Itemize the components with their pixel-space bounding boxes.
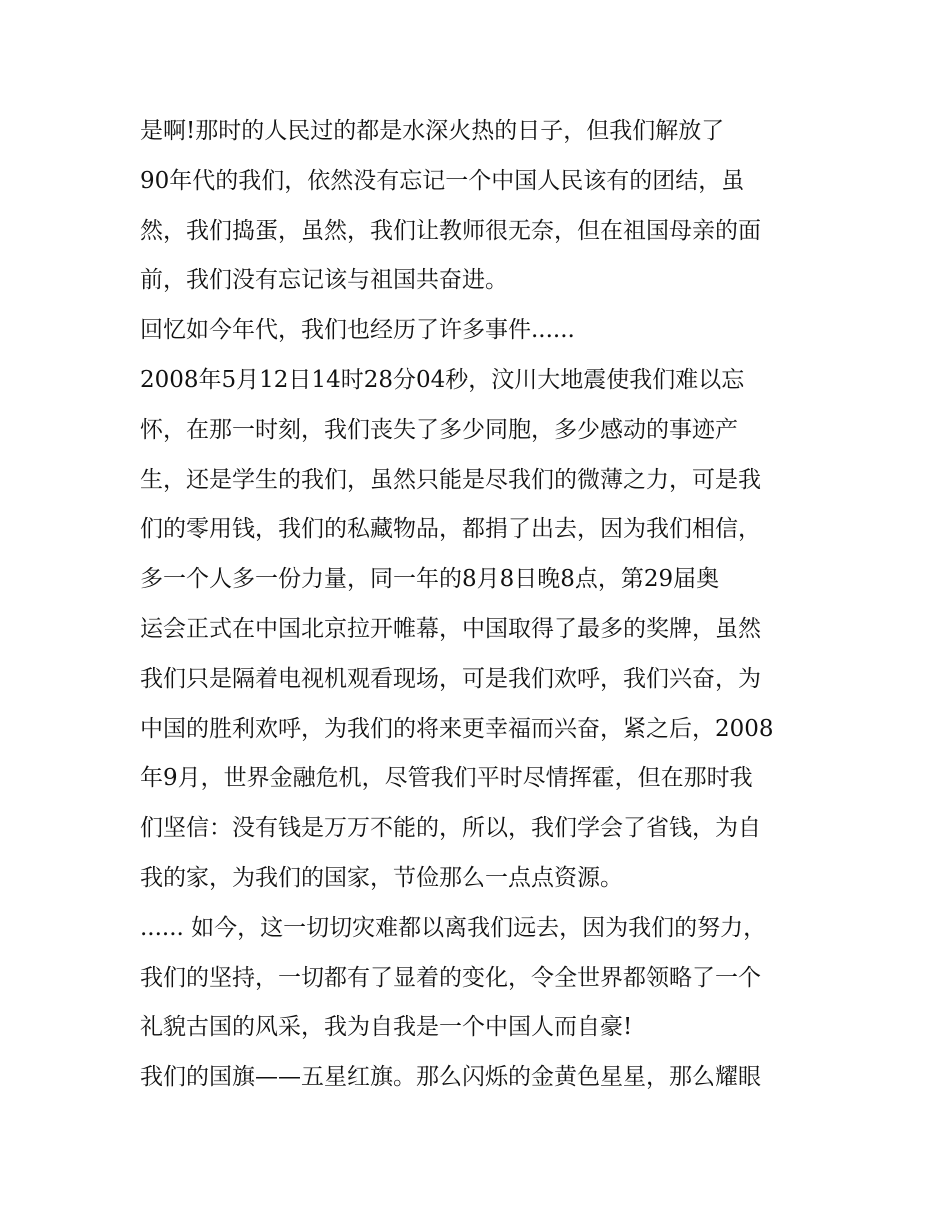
text-line: 是啊!那时的人民过的都是水深火热的日子，但我们解放了 xyxy=(140,118,725,144)
text-line: ...... 如今，这一切切灾难都以离我们远去，因为我们的努力， xyxy=(140,914,767,941)
text-line: 2008年5月12日14时28分04秒，汶川大地震使我们难以忘 xyxy=(140,366,745,393)
text-line: 90年代的我们，依然没有忘记一个中国人民该有的团结，虽 xyxy=(140,167,745,194)
body-text xyxy=(140,107,820,1103)
text-line: 礼貌古国的风采，我为自我是一个中国人而自豪! xyxy=(140,1014,633,1041)
text-line: 我们的坚持，一切都有了显着的变化，令全世界都领略了一个 xyxy=(140,964,761,991)
text-line: 怀，在那一时刻，我们丧失了多少同胞，多少感动的事迹产 xyxy=(140,416,738,443)
text-line: 们的零用钱，我们的私藏物品，都捐了出去，因为我们相信， xyxy=(140,516,761,543)
text-line: 年9月，世界金融危机，尽管我们平时尽情挥霍，但在那时我 xyxy=(140,765,753,792)
text-line: 前，我们没有忘记该与祖国共奋进。 xyxy=(140,267,508,294)
text-line: 我们的国旗——五星红旗。那么闪烁的金黄色星星，那么耀眼 xyxy=(140,1064,761,1091)
text-line: 生，还是学生的我们，虽然只能是尽我们的微薄之力，可是我 xyxy=(140,466,761,493)
text-line: 我们只是隔着电视机观看现场，可是我们欢呼，我们兴奋，为 xyxy=(140,665,761,692)
text-line: 运会正式在中国北京拉开帷幕，中国取得了最多的奖牌，虽然 xyxy=(140,615,761,642)
text-line: 然，我们捣蛋，虽然，我们让教师很无奈，但在祖国母亲的面 xyxy=(140,217,761,244)
text-line: 们坚信：没有钱是万万不能的，所以，我们学会了省钱，为自 xyxy=(140,815,761,842)
text-line: 中国的胜利欢呼，为我们的将来更幸福而兴奋，紧之后，2008 xyxy=(140,715,774,742)
text-line: 多一个人多一份力量，同一年的8月8日晚8点，第29届奥 xyxy=(140,566,720,593)
text-line: 回忆如今年代，我们也经历了许多事件...... xyxy=(140,317,575,344)
text-line: 我的家，为我们的国家，节俭那么一点点资源。 xyxy=(140,864,623,891)
